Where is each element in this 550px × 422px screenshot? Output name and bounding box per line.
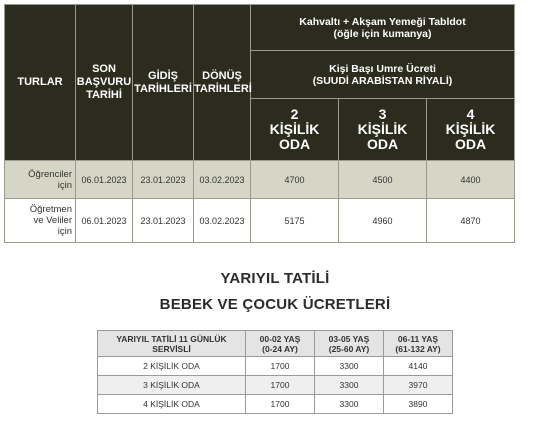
table-row — [98, 376, 453, 395]
price-age-3-5: 3300 — [315, 357, 384, 376]
table-row — [98, 357, 453, 376]
price-age-6-11: 4140 — [384, 357, 453, 376]
price-unit-header: Kişi Başı Umre Ücreti (SUUDİ ARABİSTAN RİYALİ) — [251, 51, 515, 99]
price-age-6-11: 3970 — [384, 376, 453, 395]
price-age-0-2: 1700 — [246, 395, 315, 414]
room-label: 4 KİŞİLİK ODA — [98, 395, 246, 414]
col-header-age-3-5: 03-05 YAŞ (25-60 AY) — [315, 331, 384, 357]
umre-price-table — [4, 4, 515, 243]
price-4-kisilik: 4400 — [427, 161, 515, 199]
room-header-2: 2 KİŞİLİK ODA — [251, 99, 339, 161]
price-age-0-2: 1700 — [246, 357, 315, 376]
row-label: Öğretmen ve Veliler için — [5, 199, 76, 243]
donus-date: 03.02.2023 — [194, 199, 251, 243]
child-price-table — [97, 330, 453, 414]
room-header-3: 3 KİŞİLİK ODA — [339, 99, 427, 161]
col-header-gidis: GİDİŞ TARİHLERİ — [133, 5, 194, 161]
gidis-date: 23.01.2023 — [133, 199, 194, 243]
price-age-6-11: 3890 — [384, 395, 453, 414]
price-2-kisilik: 5175 — [251, 199, 339, 243]
price-4-kisilik: 4870 — [427, 199, 515, 243]
row-label: Öğrenciler için — [5, 161, 76, 199]
price-2-kisilik: 4700 — [251, 161, 339, 199]
section-title: YARIYIL TATİLİ — [220, 270, 330, 287]
son-basvuru-date: 06.01.2023 — [76, 199, 133, 243]
room-header-4: 4 KİŞİLİK ODA — [427, 99, 515, 161]
col-header-son-basvuru: SON BAŞVURU TARİHİ — [76, 5, 133, 161]
price-age-3-5: 3300 — [315, 395, 384, 414]
col-header-donus: DÖNÜŞ TARİHLERİ — [194, 5, 251, 161]
col-header-turlar: TURLAR — [5, 5, 76, 161]
section-subtitle: BEBEK VE ÇOCUK ÜCRETLERİ — [159, 296, 391, 313]
meal-plan-header: Kahvaltı + Akşam Yemeği Tabldot (öğle için kumanya) — [251, 5, 515, 51]
gidis-date: 23.01.2023 — [133, 161, 194, 199]
price-3-kisilik: 4960 — [339, 199, 427, 243]
son-basvuru-date: 06.01.2023 — [76, 161, 133, 199]
col-header-age-0-2: 00-02 YAŞ (0-24 AY) — [246, 331, 315, 357]
price-age-3-5: 3300 — [315, 376, 384, 395]
col-header-age-6-11: 06-11 YAŞ (61-132 AY) — [384, 331, 453, 357]
room-label: 3 KİŞİLİK ODA — [98, 376, 246, 395]
table-row — [5, 199, 515, 243]
donus-date: 03.02.2023 — [194, 161, 251, 199]
price-age-0-2: 1700 — [246, 376, 315, 395]
col-header-room-type: YARIYIL TATİLİ 11 GÜNLÜK SERVİSLİ — [98, 331, 246, 357]
table-row — [98, 395, 453, 414]
price-3-kisilik: 4500 — [339, 161, 427, 199]
table-row — [5, 161, 515, 199]
room-label: 2 KİŞİLİK ODA — [98, 357, 246, 376]
